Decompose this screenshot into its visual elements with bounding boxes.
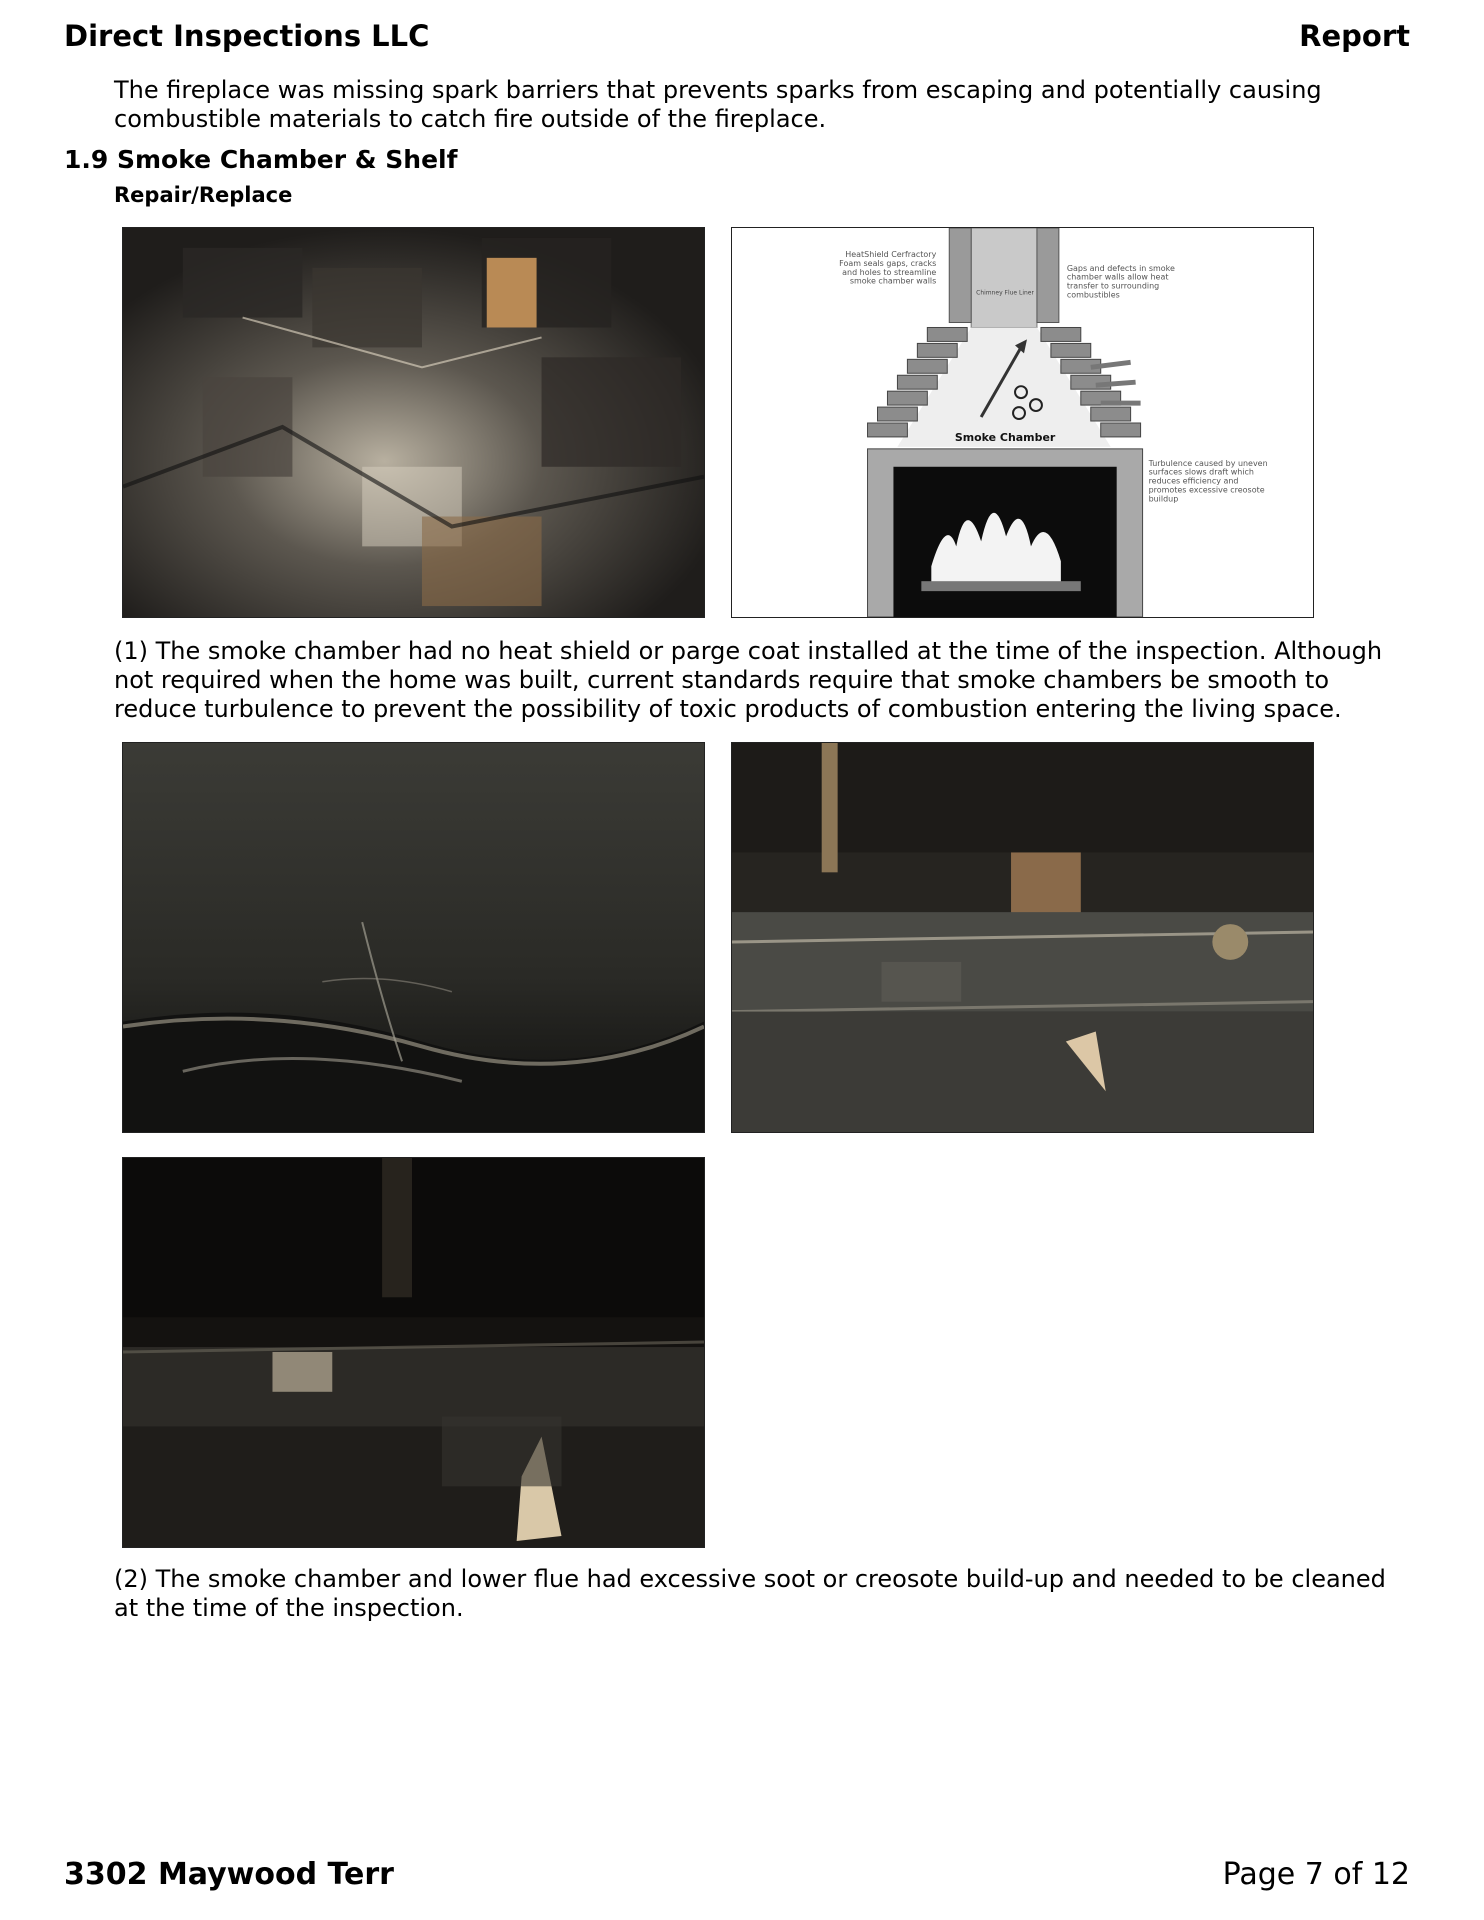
section-title: 1.9 Smoke Chamber & Shelf bbox=[64, 145, 458, 174]
page-number: Page 7 of 12 bbox=[1222, 1857, 1410, 1892]
diagram-heatshield-label: HeatShield Cerfractory Foam seals gaps, cracks and holes to streamline smoke chamber walls bbox=[839, 249, 937, 286]
rating-label: Repair/Replace bbox=[114, 183, 293, 207]
diagram-gaps-label: Gaps and defects in smoke chamber walls allow heat transfer to surrounding combustibles bbox=[1066, 263, 1175, 300]
comment-2: (2) The smoke chamber and lower flue had excessive soot or creosote build-up and needed to be cleaned at the time of the inspection. bbox=[114, 1565, 1386, 1622]
property-address: 3302 Maywood Terr bbox=[64, 1857, 394, 1892]
diagram-chamber-label: Smoke Chamber bbox=[954, 430, 1056, 444]
photo-smoke-chamber-2[interactable] bbox=[122, 742, 705, 1133]
photo-smoke-chamber-1[interactable] bbox=[122, 227, 705, 618]
photo-smoke-chamber-3[interactable] bbox=[731, 742, 1314, 1133]
company-name: Direct Inspections LLC bbox=[64, 19, 430, 53]
photo-lower-flue[interactable] bbox=[122, 1157, 705, 1548]
diagram-turbulence-label: Turbulence caused by uneven surfaces slows draft which reduces efficiency and promotes excessive creosote buildup bbox=[1148, 458, 1268, 504]
report-label: Report bbox=[1299, 19, 1410, 53]
comment-1: (1) The smoke chamber had no heat shield or parge coat installed at the time of the inspection. Although not required when the home was built, current standards require that smoke chambers be smooth to reduce turbulence to prevent the possibility of toxic products of combustion entering the living space. bbox=[114, 637, 1383, 723]
intro-paragraph: The fireplace was missing spark barriers that prevents sparks from escaping and potentially causing combustible materials to catch fire outside of the fireplace. bbox=[114, 76, 1322, 133]
smoke-chamber-diagram[interactable] bbox=[731, 227, 1314, 618]
diagram-liner-label: Chimney Flue Liner bbox=[976, 289, 1034, 297]
